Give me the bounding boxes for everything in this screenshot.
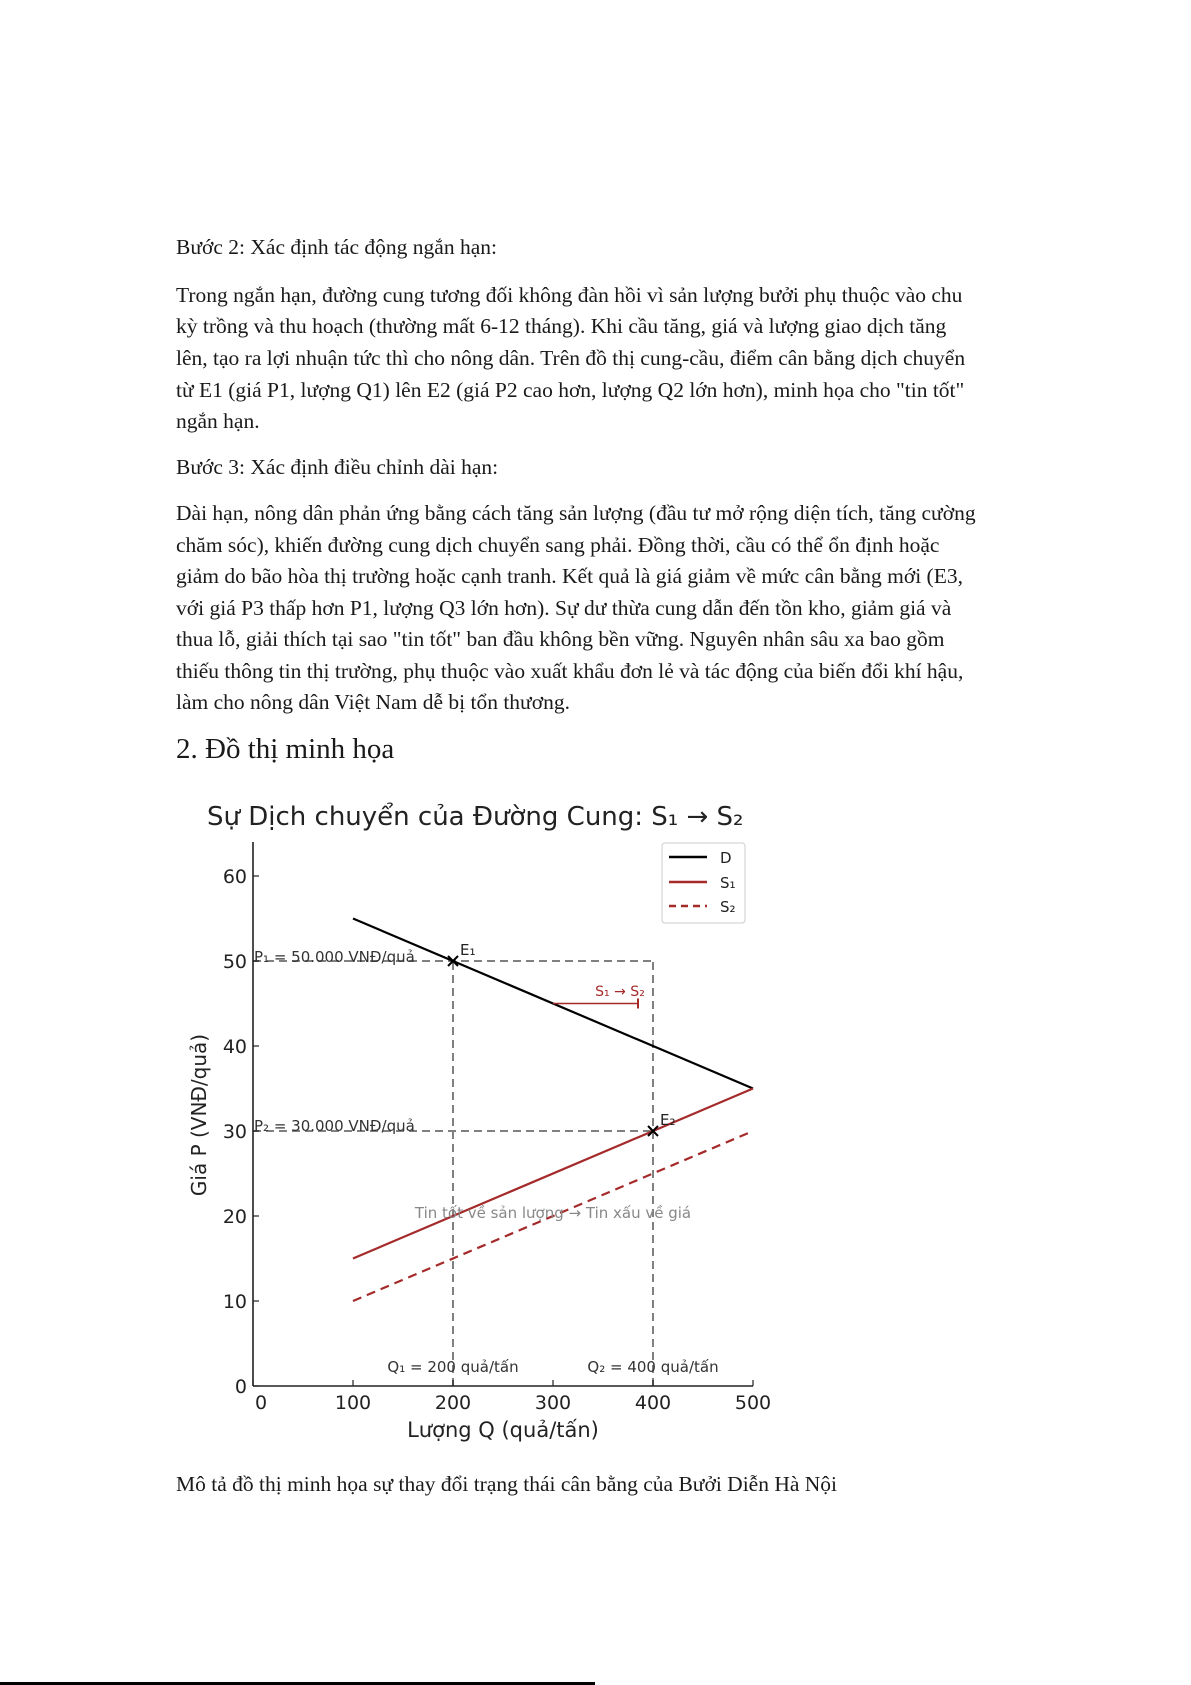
chart-title: Sự Dịch chuyển của Đường Cung: S₁ → S₂ xyxy=(207,802,744,832)
annotation-note: Tin tốt về sản lượng → Tin xấu về giá xyxy=(414,1204,692,1222)
point-label-e1: E₁ xyxy=(460,941,476,959)
x-tick-label: 400 xyxy=(634,1392,672,1414)
legend xyxy=(662,843,745,923)
paragraph-line: từ E1 (giá P1, lượng Q1) lên E2 (giá P2 cao hơn, lượng Q2 lớn hơn), minh họa cho "tin tốt" xyxy=(176,378,965,402)
section-heading: 2. Đồ thị minh họa xyxy=(176,733,395,765)
y-tick-label: 60 xyxy=(222,866,247,888)
series-line-S₁ xyxy=(353,1089,753,1259)
paragraph-line: làm cho nông dân Việt Nam dễ bị tổn thương. xyxy=(176,690,570,714)
step2-heading: Bước 2: Xác định tác động ngắn hạn: xyxy=(176,235,497,259)
paragraph-line: Dài hạn, nông dân phản ứng bằng cách tăng sản lượng (đầu tư mở rộng diện tích, tăng cường xyxy=(176,501,976,525)
annotation-shift: S₁ → S₂ xyxy=(595,984,645,1000)
annotation-q2: Q₂ = 400 quả/tấn xyxy=(587,1358,719,1376)
y-tick-label: 0 xyxy=(234,1376,247,1398)
y-tick-label: 40 xyxy=(222,1036,247,1058)
x-tick-label: 300 xyxy=(534,1392,572,1414)
paragraph-line: chăm sóc), khiến đường cung dịch chuyển sang phải. Đồng thời, cầu có thể ổn định hoặc xyxy=(176,533,940,557)
paragraph-line: ngắn hạn. xyxy=(176,409,260,433)
legend-label-s1: S₁ xyxy=(720,874,736,892)
y-tick-label: 10 xyxy=(222,1291,247,1313)
paragraph-line: với giá P3 thấp hơn P1, lượng Q3 lớn hơn). Sự dư thừa cung dẫn đến tồn kho, giảm giá và xyxy=(176,596,952,620)
guide-lines xyxy=(253,961,653,1386)
annotation-p1: P₁ = 50.000 VNĐ/quả xyxy=(254,948,415,966)
legend-label-d: D xyxy=(720,849,732,867)
x-tick-label: 500 xyxy=(734,1392,772,1414)
y-tick-label: 50 xyxy=(222,951,247,973)
step3-heading: Bước 3: Xác định điều chỉnh dài hạn: xyxy=(176,455,499,479)
x-axis-label: Lượng Q (quả/tấn) xyxy=(407,1418,599,1442)
legend-label-s2: S₂ xyxy=(720,898,736,916)
series-lines xyxy=(353,919,753,1302)
paragraph-line: kỳ trồng và thu hoạch (thường mất 6-12 tháng). Khi cầu tăng, giá và lượng giao dịch tăng xyxy=(176,314,947,338)
figure-caption: Mô tả đồ thị minh họa sự thay đổi trạng thái cân bằng của Bưởi Diễn Hà Nội xyxy=(176,1472,838,1496)
point-label-e2: E₂ xyxy=(660,1111,676,1129)
paragraph-line: thiếu thông tin thị trường, phụ thuộc vào xuất khẩu đơn lẻ và tác động của biến đổi khí hậu, xyxy=(176,659,964,683)
annotation-q1: Q₁ = 200 quả/tấn xyxy=(387,1358,519,1376)
x-tick-label: 100 xyxy=(334,1392,372,1414)
paragraph-line: giảm do bão hòa thị trường hoặc cạnh tranh. Kết quả là giá giảm về mức cân bằng mới (E3, xyxy=(176,564,963,588)
y-tick-label: 20 xyxy=(222,1206,247,1228)
x-tick-label: 0 xyxy=(254,1392,268,1414)
y-axis-label: Giá P (VNĐ/quả) xyxy=(187,1033,211,1197)
annotations xyxy=(448,956,658,1136)
x-tick-label: 200 xyxy=(434,1392,472,1414)
paragraph-line: thua lỗ, giải thích tại sao "tin tốt" ban đầu không bền vững. Nguyên nhân sâu xa bao gồm xyxy=(176,627,945,651)
y-tick-label: 30 xyxy=(222,1121,247,1143)
paragraph-line: Trong ngắn hạn, đường cung tương đối không đàn hồi vì sản lượng bưởi phụ thuộc vào chu xyxy=(176,283,963,307)
paragraph-line: lên, tạo ra lợi nhuận tức thì cho nông dân. Trên đồ thị cung-cầu, điểm cân bằng dịch chuyển xyxy=(176,346,966,370)
annotation-p2: P₂ = 30.000 VNĐ/quả xyxy=(254,1117,415,1135)
